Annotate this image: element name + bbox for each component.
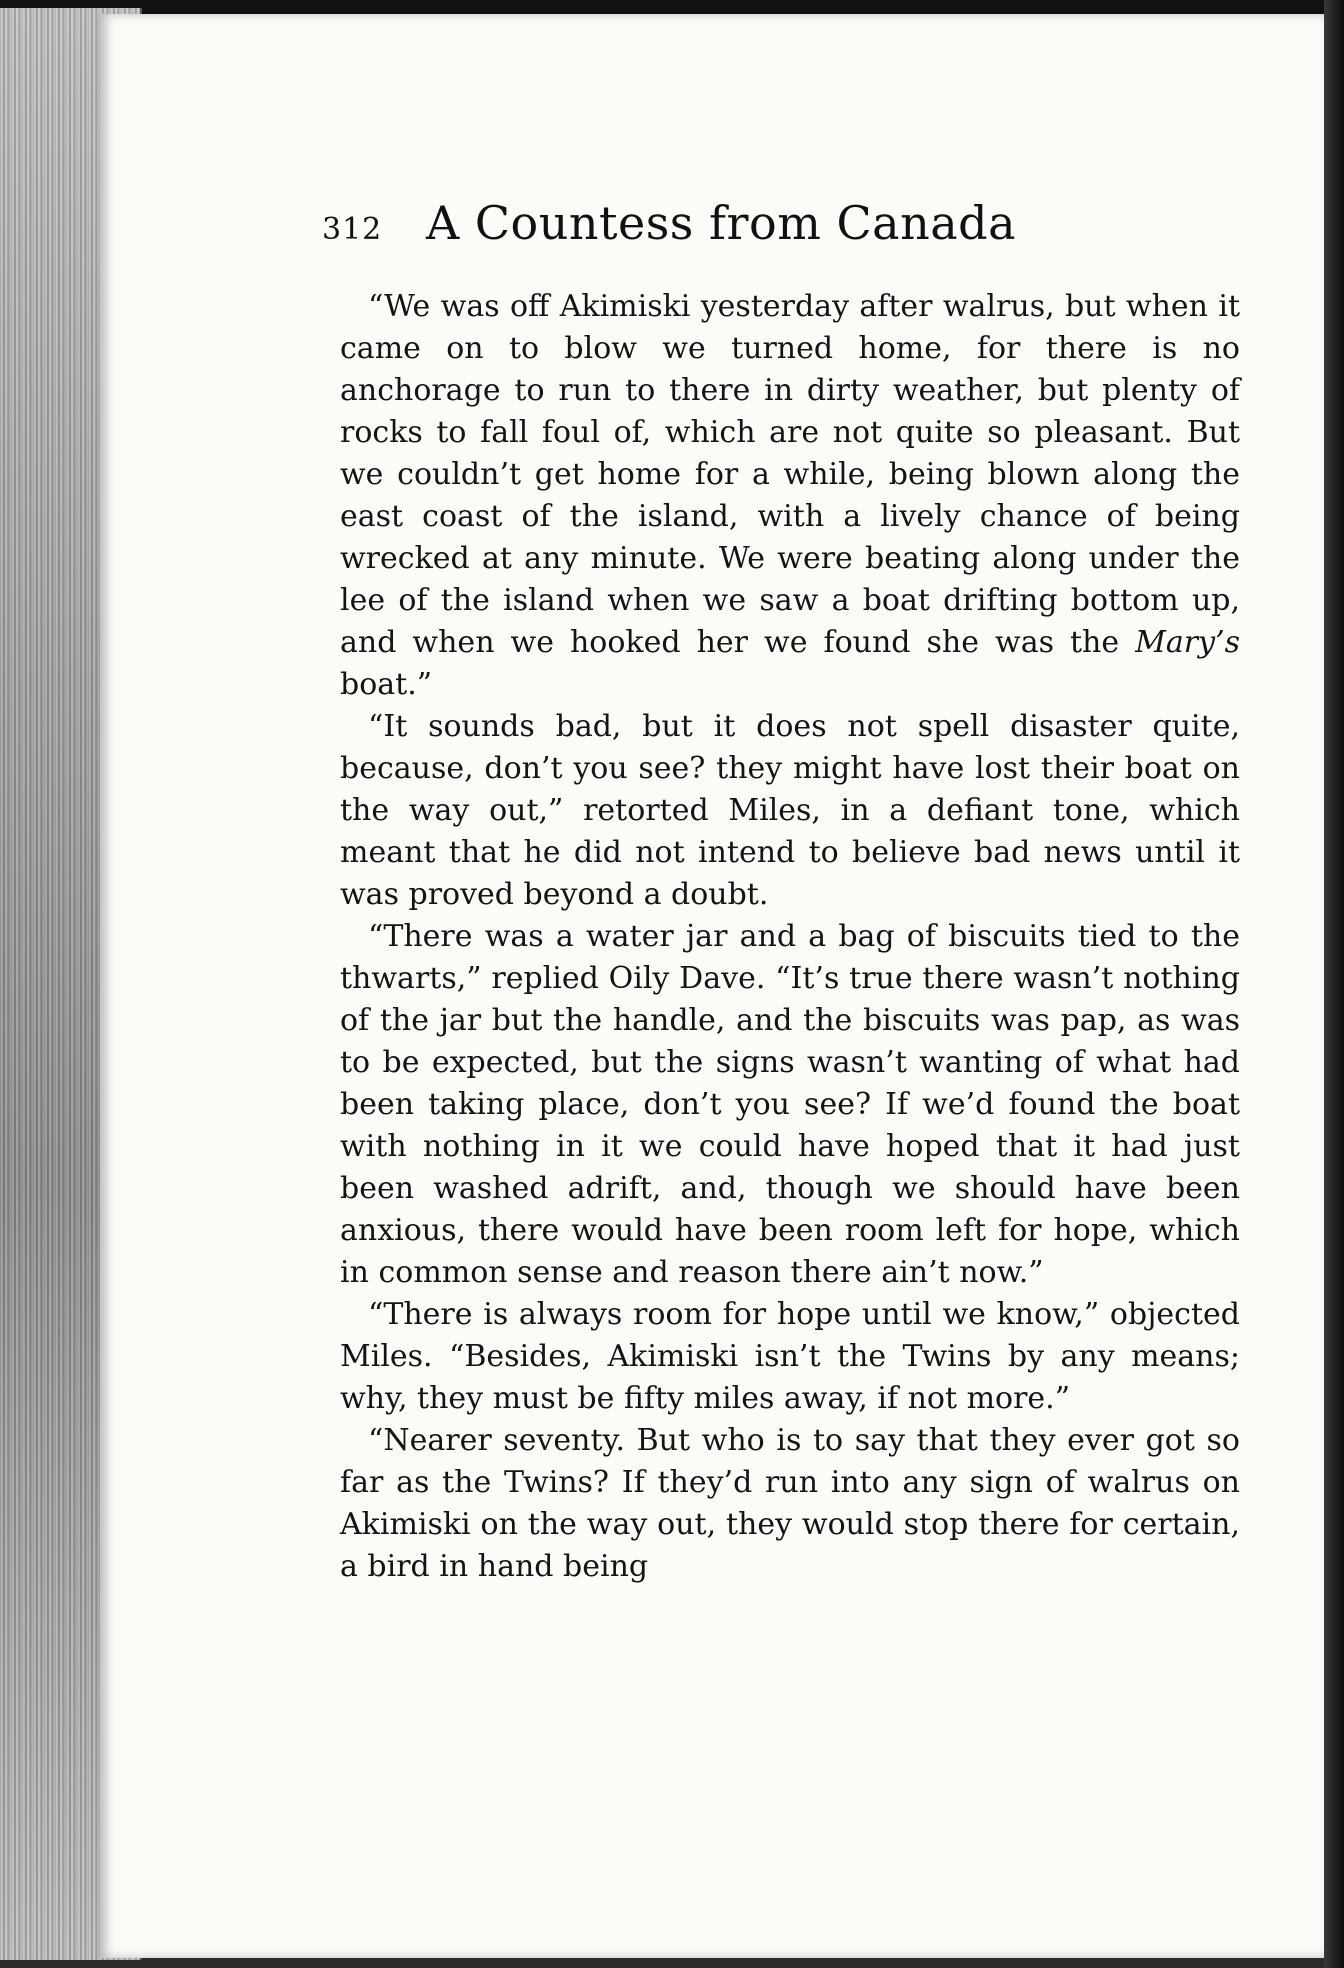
scan-top-edge [0,0,1344,14]
paragraph-5: “Nearer seventy. But who is to say that they ever got so far as the Twins? If they’d run into any sign of walrus on Akimiski on the way out, they would stop there for certain, a bird in hand being [340,1423,1240,1584]
paragraph-2: “It sounds bad, but it does not spell disaster quite, because, don’t you see? they might have lost their boat on the way out,” retorted Miles, in a defiant tone, which meant that he did not intend to believe bad news until it was proved beyond a doubt. [340,709,1240,912]
paragraph-1 [340,286,1240,706]
running-title: A Countess from Canada [426,196,1017,250]
paragraph-1-text: “We was off Akimiski yesterday after walrus, but when it came on to blow we turned home, for there is no anchorage to run to there in dirty weather, but plenty of rocks to fall foul of, which are not quite so pleasant. But we couldn’t get home for a while, being blown along the east coast of the island, with a lively chance of being wrecked at any minute. We were beating along under the lee of the island when we saw a boat drifting bottom up, and when we hooked her we found she was the [340,289,1240,660]
paragraph-4: “There is always room for hope until we know,” objected Miles. “Besides, Akimiski isn’t the Twins by any means; why, they must be fifty miles away, if not more.” [340,1297,1240,1416]
paragraph-3: “There was a water jar and a bag of biscuits tied to the thwarts,” replied Oily Dave. “It’s true there wasn’t nothing of the jar but the handle, and the biscuits was pap, as was to be expected, but the signs wasn’t wanting of what had been taking place, don’t you see? If we’d found the boat with nothing in it we could have hoped that it had just been washed adrift, and, though we should have been anxious, there would have been room left for hope, which in common sense and reason there ain’t now.” [340,919,1240,1290]
page-number: 312 [322,212,383,247]
page-header [322,196,1238,276]
scan-right-edge [1324,0,1344,1968]
body-text [340,286,1240,1588]
paragraph-1-end: boat.” [340,667,433,702]
boat-name-italic: Mary’s [1135,625,1240,660]
